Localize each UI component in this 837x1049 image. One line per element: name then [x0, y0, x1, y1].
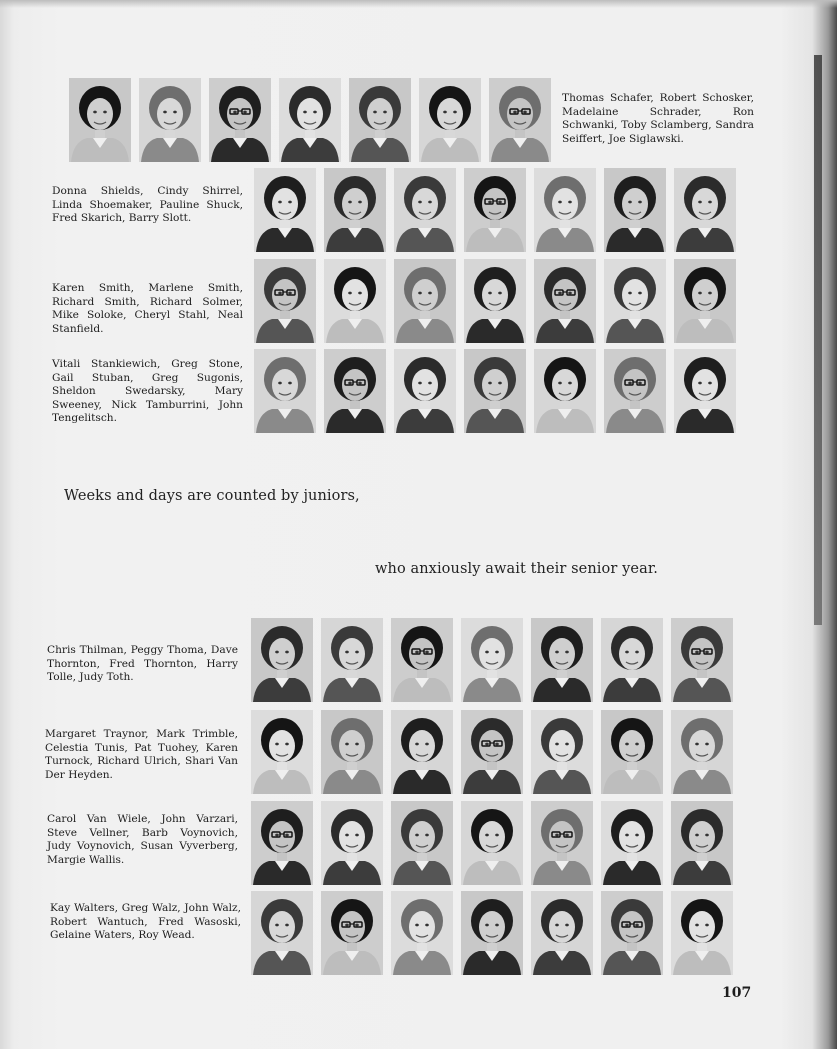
student-portrait-photo [461, 710, 523, 794]
student-portrait-photo [464, 259, 526, 343]
tagline-second-line: who anxiously await their senior year. [375, 561, 658, 577]
student-portrait-photo [254, 259, 316, 343]
student-portrait-photo [601, 891, 663, 975]
student-portrait-photo [254, 349, 316, 433]
student-portrait-photo [534, 349, 596, 433]
page-top-shadow [0, 0, 837, 8]
student-portrait-photo [531, 801, 593, 885]
student-portrait-photo [461, 891, 523, 975]
student-portrait-photo [251, 801, 313, 885]
student-portrait-photo [671, 801, 733, 885]
student-portrait-photo [321, 618, 383, 702]
student-portrait-photo [324, 259, 386, 343]
student-portrait-photo [391, 891, 453, 975]
student-portrait-photo [69, 78, 131, 162]
row-6-caption: Margaret Traynor, Mark Trimble, Celestia Tunis, Pat Tuohey, Karen Turnock, Richard Ulrich, Shari Van Der Heyden. [45, 728, 238, 781]
student-portrait-photo [251, 891, 313, 975]
row-8-caption: Kay Walters, Greg Walz, John Walz, Robert Wantuch, Fred Wasoski, Gelaine Waters, Roy Wead. [50, 902, 241, 942]
row-7-caption: Carol Van Wiele, John Varzari, Steve Vellner, Barb Voynovich, Judy Voynovich, Susan Vyverberg, Margie Wallis. [47, 813, 238, 866]
student-portrait-photo [601, 710, 663, 794]
student-portrait-photo [391, 710, 453, 794]
student-portrait-photo [324, 168, 386, 252]
student-portrait-photo [674, 259, 736, 343]
row-1-caption: Thomas Schafer, Robert Schosker, Madelaine Schrader, Ron Schwanki, Toby Sclamberg, Sandra Seiffert, Joe Siglawski. [562, 92, 754, 145]
student-portrait-photo [321, 891, 383, 975]
student-portrait-photo [464, 349, 526, 433]
student-portrait-photo [464, 168, 526, 252]
student-portrait-photo [674, 168, 736, 252]
page-edge-shadow [814, 55, 822, 625]
row-2-caption: Donna Shields, Cindy Shirrel, Linda Shoemaker, Pauline Shuck, Fred Skarich, Barry Slott. [52, 185, 243, 225]
student-portrait-photo [531, 710, 593, 794]
row-5-caption: Chris Thilman, Peggy Thoma, Dave Thornton, Fred Thornton, Harry Tolle, Judy Toth. [47, 644, 238, 684]
student-portrait-photo [321, 801, 383, 885]
student-portrait-photo [251, 618, 313, 702]
student-portrait-photo [604, 259, 666, 343]
student-portrait-photo [139, 78, 201, 162]
student-portrait-photo [461, 618, 523, 702]
student-portrait-photo [604, 349, 666, 433]
student-portrait-photo [489, 78, 551, 162]
row-4-caption: Vitali Stankiewich, Greg Stone, Gail Stuban, Greg Sugonis, Sheldon Swedarsky, Mary Sweeney, Nick Tamburrini, John Tengelitsch. [52, 358, 243, 425]
student-portrait-photo [461, 801, 523, 885]
student-portrait-photo [394, 168, 456, 252]
student-portrait-photo [674, 349, 736, 433]
student-portrait-photo [671, 891, 733, 975]
student-portrait-photo [394, 259, 456, 343]
student-portrait-photo [671, 618, 733, 702]
page-number: 107 [722, 985, 752, 1001]
student-portrait-photo [531, 891, 593, 975]
row-3-caption: Karen Smith, Marlene Smith, Richard Smith, Richard Solmer, Mike Soloke, Cheryl Stahl, Neal Stanfield. [52, 282, 243, 335]
student-portrait-photo [601, 618, 663, 702]
student-portrait-photo [209, 78, 271, 162]
student-portrait-photo [531, 618, 593, 702]
student-portrait-photo [419, 78, 481, 162]
student-portrait-photo [671, 710, 733, 794]
tagline-first-line: Weeks and days are counted by juniors, [64, 488, 360, 504]
student-portrait-photo [349, 78, 411, 162]
student-portrait-photo [601, 801, 663, 885]
student-portrait-photo [254, 168, 316, 252]
student-portrait-photo [324, 349, 386, 433]
student-portrait-photo [279, 78, 341, 162]
student-portrait-photo [534, 259, 596, 343]
student-portrait-photo [391, 618, 453, 702]
student-portrait-photo [604, 168, 666, 252]
student-portrait-photo [251, 710, 313, 794]
student-portrait-photo [394, 349, 456, 433]
student-portrait-photo [391, 801, 453, 885]
student-portrait-photo [321, 710, 383, 794]
student-portrait-photo [534, 168, 596, 252]
